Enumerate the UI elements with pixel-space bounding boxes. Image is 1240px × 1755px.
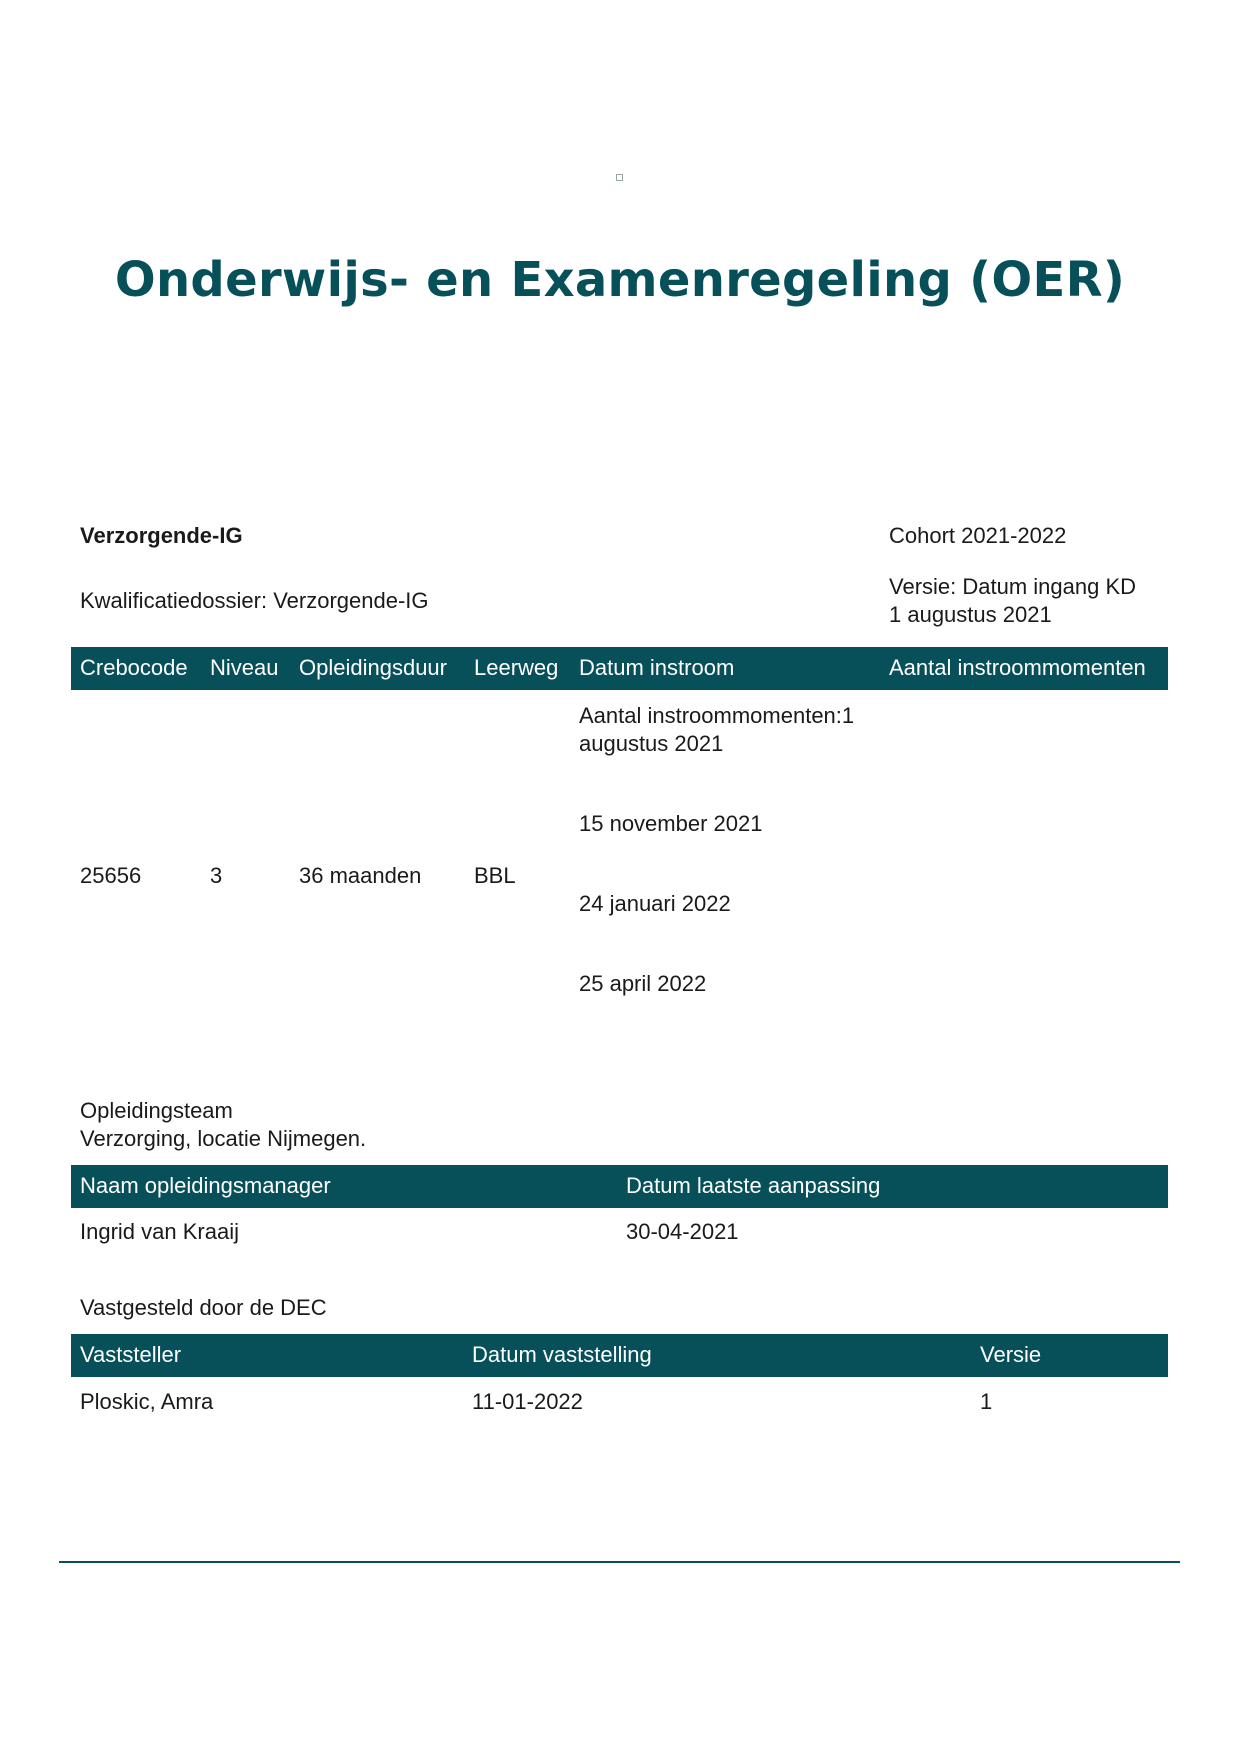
image-placeholder-icon: [616, 174, 623, 181]
cell-niveau: 3: [210, 863, 223, 888]
col-niveau: Niveau: [210, 655, 279, 680]
versie-line2: 1 augustus 2021: [889, 602, 1052, 627]
col-crebocode: Crebocode: [80, 655, 188, 680]
instroom-date: 15 november 2021: [579, 811, 763, 836]
cohort: Cohort 2021-2022: [889, 523, 1067, 548]
document-title: Onderwijs- en Examenregeling (OER): [114, 252, 1126, 308]
col-aantal-instroommomenten: Aantal instroommomenten: [889, 655, 1146, 680]
col-opleidingsduur: Opleidingsduur: [299, 655, 447, 680]
cell-crebocode: 25656: [80, 863, 142, 888]
col-datum-instroom: Datum instroom: [579, 655, 735, 680]
team-line1: Opleidingsteam: [80, 1098, 233, 1123]
col-leerweg: Leerweg: [474, 655, 559, 680]
dec-label: Vastgesteld door de DEC: [80, 1295, 327, 1320]
col-versie: Versie: [980, 1342, 1042, 1367]
cell-vaststeller: Ploskic, Amra: [80, 1389, 214, 1414]
col-datum-vaststelling: Datum vaststelling: [472, 1342, 652, 1367]
instroom-date: 24 januari 2022: [579, 891, 731, 916]
col-vaststeller: Vaststeller: [80, 1342, 182, 1367]
cell-manager-naam: Ingrid van Kraaij: [80, 1219, 239, 1244]
instroom-date: 25 april 2022: [579, 971, 707, 996]
cell-versie: 1: [980, 1389, 993, 1414]
program-name: Verzorgende-IG: [80, 523, 243, 548]
cell-leerweg: BBL: [474, 863, 516, 888]
team-line2: Verzorging, locatie Nijmegen.: [80, 1126, 367, 1151]
manager-table-header: [71, 1165, 1168, 1208]
col-naam-opleidingsmanager: Naam opleidingsmanager: [80, 1173, 331, 1198]
instroom-line1: Aantal instroommomenten:1: [579, 703, 855, 728]
program-table-header: [71, 647, 1168, 690]
col-datum-laatste-aanpassing: Datum laatste aanpassing: [626, 1173, 881, 1198]
instroom-line2: augustus 2021: [579, 731, 724, 756]
cell-manager-datum: 30-04-2021: [626, 1219, 739, 1244]
footer-divider: [59, 1561, 1180, 1563]
versie-line1: Versie: Datum ingang KD: [889, 574, 1137, 599]
cell-datum-vaststelling: 11-01-2022: [472, 1389, 583, 1414]
kwalificatiedossier: Kwalificatiedossier: Verzorgende-IG: [80, 588, 429, 613]
vaststelling-table-header: [71, 1334, 1168, 1377]
cell-opleidingsduur: 36 maanden: [299, 863, 422, 888]
